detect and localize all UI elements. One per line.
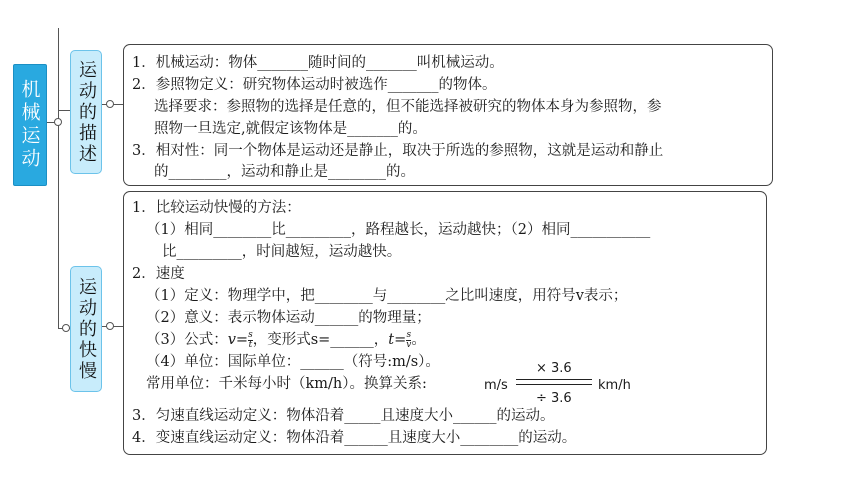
formula-end: 。 [411, 332, 426, 348]
text-line: 选择要求：参照物的选择是任意的，但不能选择被研究的物体本身为参照物，参 [154, 99, 662, 115]
formula-v: v= [227, 332, 249, 348]
root-topic-box: 机械运动 [13, 64, 47, 186]
text-line: （1）定义：物理学中，把________与________之比叫速度，用符号v表示； [146, 288, 628, 304]
conversion-unit-kmh: km/h [598, 378, 631, 393]
text-line: 常用单位：千米每小时（km/h）。换算关系: [146, 376, 427, 392]
branch1-node-dot [106, 100, 114, 108]
text-line: 1．比较运动快慢的方法： [132, 200, 301, 216]
branch2-left-dot [62, 324, 70, 332]
branch2-node-dot [106, 322, 114, 330]
conversion-arrow-bottom [516, 384, 592, 385]
conversion-arrow-top [516, 379, 592, 380]
tree-trunk-line [58, 28, 59, 328]
formula-t: t= [388, 332, 407, 348]
text-line: 比_________，时间越短，运动越快。 [162, 244, 402, 260]
formula-variant: ，变形式s=______， [252, 332, 389, 348]
text-line: 3．匀速直线运动定义：物体沿着_____且速度大小______的运动。 [132, 408, 555, 424]
text-line: （4）单位：国际单位：______（符号:m/s）。 [146, 354, 440, 370]
conversion-unit-ms: m/s [484, 378, 508, 393]
branch1-connector-line [58, 110, 70, 111]
fraction-s-over-v: $\frac{s}{v}$ [406, 329, 412, 350]
conversion-divide: ÷ 3.6 [536, 391, 572, 406]
text-line: 照物一旦选定,就假定该物体是_______的。 [154, 121, 427, 137]
formula-line [146, 330, 426, 352]
text-line: 1．机械运动：物体_______随时间的_______叫机械运动。 [132, 55, 504, 71]
text-line: （2）意义：表示物体运动______的物理量； [146, 310, 431, 326]
conversion-multiply: × 3.6 [536, 361, 572, 376]
fraction-s-over-t: $\frac{s}{t}$ [248, 329, 253, 350]
text-line: 4．变速直线运动定义：物体沿着______且速度大小________的运动。 [132, 430, 577, 446]
section-motion-description-panel [123, 44, 773, 186]
section-motion-speed-panel [123, 191, 767, 455]
branch-motion-description: 运动的描述 [70, 50, 102, 174]
root-node-dot [54, 118, 62, 126]
formula-label: （3）公式： [146, 332, 228, 348]
branch-motion-speed: 运动的快慢 [70, 266, 102, 392]
text-line: 的________，运动和静止是________的。 [154, 164, 415, 180]
text-line: 2．参照物定义：研究物体运动时被选作_______的物体。 [132, 77, 497, 93]
text-line: （1）相同________比_________，路程越长，运动越快；（2）相同___________ [146, 222, 651, 238]
text-line: 2．速度 [132, 266, 185, 282]
text-line: 3．相对性：同一个物体是运动还是静止，取决于所选的参照物，这就是运动和静止 [132, 143, 664, 159]
